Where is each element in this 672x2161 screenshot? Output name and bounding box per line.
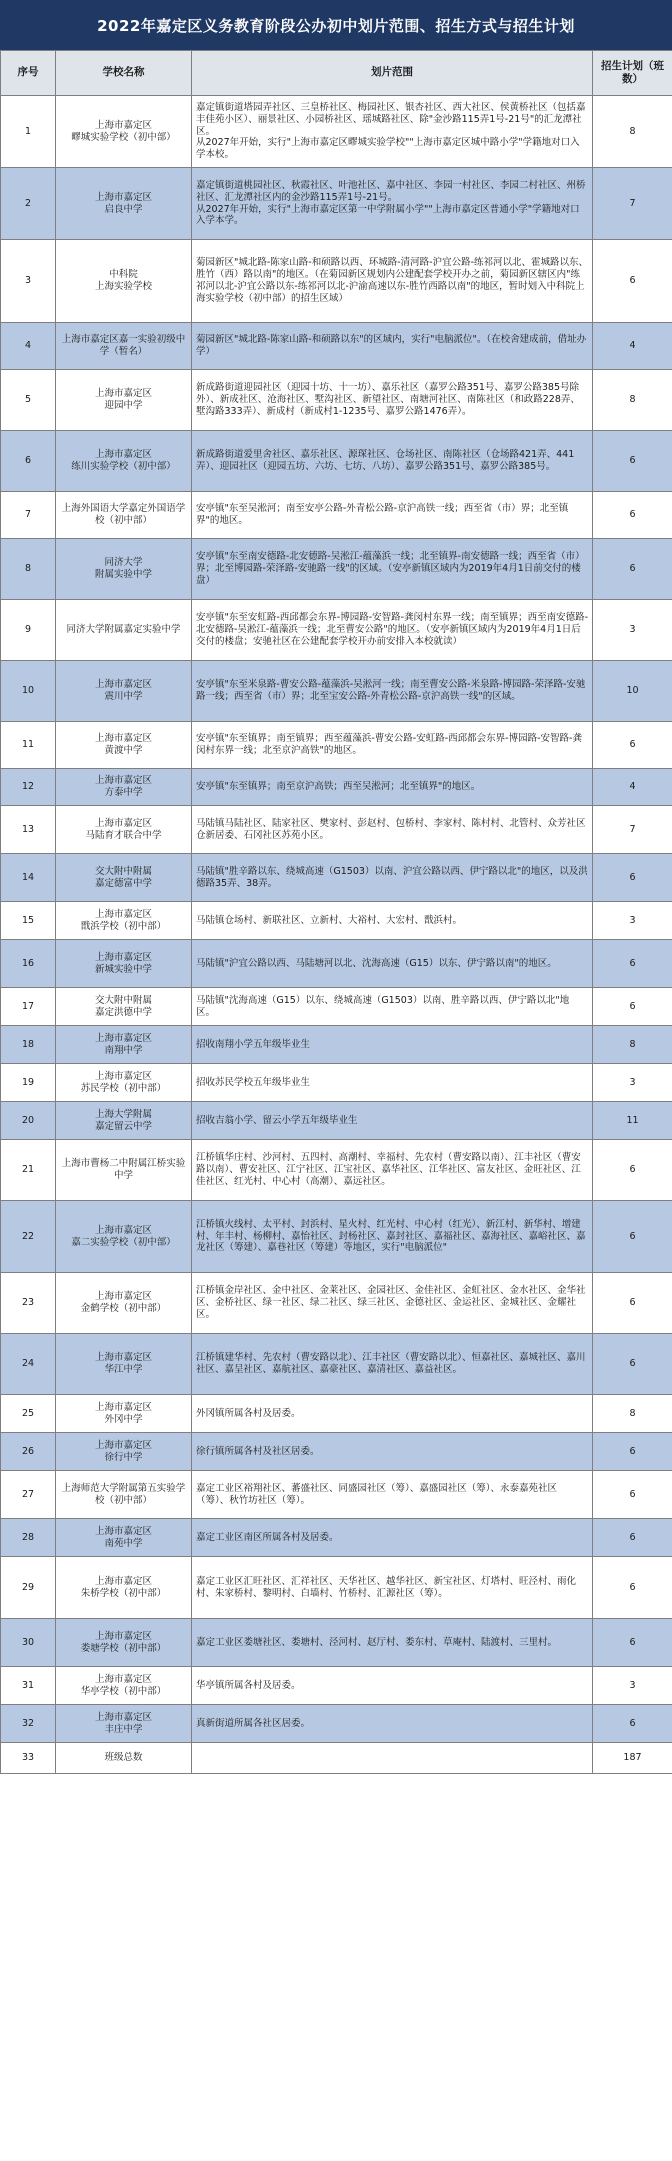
enrollment-range: 安亭镇"东至吴淞河；南至安亭公路-外青松公路-京沪高铁一线；西至省（市）界；北至镇界"的地区。 (192, 492, 593, 539)
table-row (1, 722, 672, 769)
enrollment-range: 嘉定镇街道桃园社区、秋霞社区、叶池社区、嘉中社区、李园一村社区、李园二村社区、州桥社区、汇龙潭社区内的金沙路115弄1号-21号。 从2027年开始，实行"上海市嘉定区第一中学附属小学""上海市嘉定区普通小学"学籍地对口入学本学。 (192, 168, 593, 240)
class-plan: 6 (593, 1140, 672, 1201)
school-name: 同济大学 附属实验中学 (56, 539, 192, 600)
class-plan: 6 (593, 1519, 672, 1557)
row-no: 4 (1, 323, 56, 370)
row-no: 13 (1, 806, 56, 854)
school-name: 中科院 上海实验学校 (56, 240, 192, 323)
row-no: 5 (1, 370, 56, 431)
school-name: 上海市嘉定区 苏民学校（初中部） (56, 1064, 192, 1102)
class-plan: 8 (593, 1026, 672, 1064)
class-plan: 6 (593, 988, 672, 1026)
class-plan: 8 (593, 96, 672, 168)
table-row (1, 854, 672, 902)
page-title: 2022年嘉定区义务教育阶段公办初中划片范围、招生方式与招生计划 (0, 0, 672, 50)
table-row (1, 1064, 672, 1102)
class-plan: 6 (593, 1334, 672, 1395)
school-name: 上海市嘉定区 迎园中学 (56, 370, 192, 431)
school-name: 交大附中附属 嘉定洪德中学 (56, 988, 192, 1026)
enrollment-range: 嘉定工业区南区所属各村及居委。 (192, 1519, 593, 1557)
row-no: 25 (1, 1395, 56, 1433)
row-no: 20 (1, 1102, 56, 1140)
school-name: 上海市嘉定区 南翔中学 (56, 1026, 192, 1064)
enrollment-range: 嘉定工业区汇旺社区、汇祥社区、天华社区、越华社区、新宝社区、灯塔村、旺泾村、雨化村、朱家桥村、黎明村、白墙村、竹桥村、汇源社区（筹）。 (192, 1557, 593, 1619)
class-plan: 6 (593, 722, 672, 769)
row-no: 30 (1, 1619, 56, 1667)
school-name: 上海市嘉定区 黄渡中学 (56, 722, 192, 769)
column-header-school: 学校名称 (56, 51, 192, 96)
column-header-no: 序号 (1, 51, 56, 96)
class-plan: 6 (593, 1273, 672, 1334)
enrollment-range: 菊园新区"城北路-陈家山路-和硕路以东"的区域内，实行"电脑派位"。（在校舍建成前，借址办学） (192, 323, 593, 370)
column-header-plan: 招生计划（班数） (593, 51, 672, 96)
class-plan: 7 (593, 806, 672, 854)
school-name: 交大附中附属 嘉定德富中学 (56, 854, 192, 902)
table-row (1, 431, 672, 492)
class-plan: 8 (593, 1395, 672, 1433)
table-row (1, 1026, 672, 1064)
row-no: 19 (1, 1064, 56, 1102)
class-plan: 6 (593, 1433, 672, 1471)
class-plan: 6 (593, 539, 672, 600)
row-no: 27 (1, 1471, 56, 1519)
row-no: 2 (1, 168, 56, 240)
class-plan: 8 (593, 370, 672, 431)
school-name: 上海市嘉定区 华江中学 (56, 1334, 192, 1395)
class-plan: 4 (593, 323, 672, 370)
table-row (1, 168, 672, 240)
enrollment-range: 嘉定工业区娄塘社区、娄塘村、泾河村、赵厅村、娄东村、草庵村、陆渡村、三里村。 (192, 1619, 593, 1667)
enrollment-range: 安亭镇"东至南安德路-北安德路-吴淞江-蕴藻浜一线；北至镇界-南安德路一线；西至省（市）界；北至博园路-荣泽路-安驰路一线"的区域。（安亭新镇区域内为2019年4月1日前交付的楼盘） (192, 539, 593, 600)
table-row (1, 492, 672, 539)
row-no: 21 (1, 1140, 56, 1201)
row-no: 32 (1, 1705, 56, 1743)
table-row (1, 1395, 672, 1433)
table-row (1, 1557, 672, 1619)
enrollment-range: 华亭镇所属各村及居委。 (192, 1667, 593, 1705)
row-no: 3 (1, 240, 56, 323)
school-name: 上海市嘉定区嘉一实验初级中学（暂名） (56, 323, 192, 370)
row-no: 8 (1, 539, 56, 600)
class-plan: 6 (593, 431, 672, 492)
table-row (1, 1519, 672, 1557)
enrollment-range: 徐行镇所属各村及社区居委。 (192, 1433, 593, 1471)
total-row (1, 1743, 672, 1774)
enrollment-range: 招收苏民学校五年级毕业生 (192, 1064, 593, 1102)
enrollment-range: 马陆镇"沪宜公路以西、马陆塘河以北、沈海高速（G15）以东、伊宁路以南"的地区。 (192, 940, 593, 988)
class-plan: 6 (593, 1471, 672, 1519)
school-name: 上海市嘉定区 启良中学 (56, 168, 192, 240)
table-row (1, 1334, 672, 1395)
row-no: 6 (1, 431, 56, 492)
table-row (1, 1619, 672, 1667)
table-row (1, 1102, 672, 1140)
school-name: 上海市嘉定区 戬浜学校（初中部） (56, 902, 192, 940)
class-plan: 3 (593, 1667, 672, 1705)
total-row-label: 班级总数 (56, 1743, 192, 1774)
school-name: 上海市嘉定区 方泰中学 (56, 769, 192, 806)
class-plan: 11 (593, 1102, 672, 1140)
total-row-no: 33 (1, 1743, 56, 1774)
school-name: 上海市嘉定区 朱桥学校（初中部） (56, 1557, 192, 1619)
table-body (1, 96, 672, 1743)
school-name: 上海市嘉定区 金鹤学校（初中部） (56, 1273, 192, 1334)
row-no: 11 (1, 722, 56, 769)
row-no: 12 (1, 769, 56, 806)
class-plan: 6 (593, 1619, 672, 1667)
row-no: 18 (1, 1026, 56, 1064)
class-plan: 3 (593, 902, 672, 940)
class-plan: 6 (593, 492, 672, 539)
class-plan: 6 (593, 1705, 672, 1743)
row-no: 16 (1, 940, 56, 988)
row-no: 29 (1, 1557, 56, 1619)
table-row (1, 323, 672, 370)
school-name: 上海市嘉定区 震川中学 (56, 661, 192, 722)
row-no: 23 (1, 1273, 56, 1334)
enrollment-range: 安亭镇"东至镇界；南至京沪高铁；西至吴淞河；北至镇界"的地区。 (192, 769, 593, 806)
enrollment-range: 马陆镇马陆社区、陆家社区、樊家村、彭赵村、包桥村、李家村、陈村村、北管村、众芳社区仓新居委、石冈社区苏苑小区。 (192, 806, 593, 854)
school-name: 上海大学附属 嘉定留云中学 (56, 1102, 192, 1140)
enrollment-range: 江桥镇金岸社区、金中社区、金莱社区、金园社区、金佳社区、金虹社区、金水社区、金华社区、金桥社区、绿一社区、绿二社区、绿三社区、金德社区、金运社区、金城社区、金耀社区。 (192, 1273, 593, 1334)
enrollment-range: 安亭镇"东至米泉路-曹安公路-蕴藻浜-吴淞河一线；南至曹安公路-米泉路-博园路-荣泽路-安驰路一线；西至省（市）界；北至宝安公路-外青松公路-京沪高铁一线"的区域。 (192, 661, 593, 722)
class-plan: 7 (593, 168, 672, 240)
enrollment-range: 安亭镇"东至镇界；南至镇界；西至蕴藻浜-曹安公路-安虹路-西邱都会东界-博园路-安智路-龚闵村东界一线；北至京沪高铁"的地区。 (192, 722, 593, 769)
table-header-row (1, 51, 672, 96)
row-no: 17 (1, 988, 56, 1026)
class-plan: 4 (593, 769, 672, 806)
class-plan: 6 (593, 1201, 672, 1273)
table-row (1, 240, 672, 323)
total-row-range (192, 1743, 593, 1774)
admission-plan-table (0, 50, 672, 1774)
school-name: 同济大学附属嘉定实验中学 (56, 600, 192, 661)
enrollment-range: 马陆镇"胜辛路以东、绕城高速（G1503）以南、沪宜公路以西、伊宁路以北"的地区，以及洪德路35弄、38弄。 (192, 854, 593, 902)
enrollment-range: 招收南翔小学五年级毕业生 (192, 1026, 593, 1064)
school-name: 上海外国语大学嘉定外国语学校（初中部） (56, 492, 192, 539)
school-name: 上海市嘉定区 华亭学校（初中部） (56, 1667, 192, 1705)
school-name: 上海市嘉定区 疁城实验学校（初中部） (56, 96, 192, 168)
enrollment-range: 马陆镇"沈海高速（G15）以东、绕城高速（G1503）以南、胜辛路以西、伊宁路以北"地区。 (192, 988, 593, 1026)
row-no: 10 (1, 661, 56, 722)
class-plan: 3 (593, 600, 672, 661)
row-no: 9 (1, 600, 56, 661)
table-row (1, 769, 672, 806)
row-no: 7 (1, 492, 56, 539)
school-name: 上海市嘉定区 外冈中学 (56, 1395, 192, 1433)
row-no: 24 (1, 1334, 56, 1395)
table-row (1, 806, 672, 854)
class-plan: 10 (593, 661, 672, 722)
class-plan: 3 (593, 1064, 672, 1102)
row-no: 1 (1, 96, 56, 168)
class-plan: 6 (593, 240, 672, 323)
column-header-range: 划片范围 (192, 51, 593, 96)
school-name: 上海市嘉定区 新城实验中学 (56, 940, 192, 988)
row-no: 28 (1, 1519, 56, 1557)
table-row (1, 940, 672, 988)
enrollment-range: 外冈镇所属各村及居委。 (192, 1395, 593, 1433)
row-no: 26 (1, 1433, 56, 1471)
row-no: 22 (1, 1201, 56, 1273)
table-row (1, 1201, 672, 1273)
table-row (1, 1433, 672, 1471)
enrollment-range: 江桥镇华庄村、沙河村、五四村、高潮村、幸福村、先农村（曹安路以南）、江丰社区（曹安路以南）、曹安社区、江宁社区、江宝社区、嘉华社区、江华社区、富友社区、金旺社区、江佳社区、红光村、中心村（高潮）、嘉远社区。 (192, 1140, 593, 1201)
enrollment-range: 江桥镇火线村、太平村、封浜村、星火村、红光村、中心村（红光）、新江村、新华村、增建村、年丰村、杨柳村、嘉怡社区、封杨社区、嘉封社区、嘉福社区、嘉海社区、嘉峪社区、嘉龙社区（筹建）、嘉巷社区（筹建）等地区，实行"电脑派位" (192, 1201, 593, 1273)
row-no: 31 (1, 1667, 56, 1705)
table-row (1, 1471, 672, 1519)
enrollment-range: 招收吉翁小学、留云小学五年级毕业生 (192, 1102, 593, 1140)
enrollment-range: 真新街道所属各社区居委。 (192, 1705, 593, 1743)
total-row-value: 187 (593, 1743, 672, 1774)
school-name: 上海市嘉定区 练川实验学校（初中部） (56, 431, 192, 492)
school-name: 上海市嘉定区 丰庄中学 (56, 1705, 192, 1743)
table-row (1, 1140, 672, 1201)
table-row (1, 370, 672, 431)
enrollment-range: 嘉定工业区裕翔社区、蕃盛社区、同盛园社区（筹）、嘉盛园社区（筹）、永泰嘉苑社区（筹）、秋竹坊社区（筹）。 (192, 1471, 593, 1519)
table-row (1, 539, 672, 600)
class-plan: 6 (593, 854, 672, 902)
table-row (1, 1667, 672, 1705)
enrollment-range: 嘉定镇街道塔园弄社区、三皇桥社区、梅园社区、银杏社区、西大社区、侯黄桥社区（包括嘉丰佳苑小区）、丽景社区、小园桥社区、瑶城路社区、除"金沙路115弄1号-21号"的汇龙潭社区。 从2027年开始，实行"上海市嘉定区疁城实验学校""上海市嘉定区城中路小学"学籍地对口入学本校。 (192, 96, 593, 168)
enrollment-range: 新成路街道爱里舍社区、嘉乐社区、源琛社区、仓场社区、南陈社区（仓场路421弄、441弄）、迎园社区（迎园五坊、六坊、七坊、八坊）、嘉罗公路351号、嘉罗公路385号。 (192, 431, 593, 492)
table-row (1, 96, 672, 168)
school-name: 上海市嘉定区 娄塘学校（初中部） (56, 1619, 192, 1667)
table-row (1, 988, 672, 1026)
school-name: 上海市嘉定区 马陆育才联合中学 (56, 806, 192, 854)
enrollment-range: 马陆镇仓场村、新联社区、立新村、大裕村、大宏村、戬浜村。 (192, 902, 593, 940)
table-row (1, 1273, 672, 1334)
school-name: 上海市嘉定区 嘉二实验学校（初中部） (56, 1201, 192, 1273)
enrollment-range: 江桥镇建华村、先农村（曹安路以北）、江丰社区（曹安路以北）、恒嘉社区、嘉城社区、嘉川社区、嘉呈社区、嘉航社区、嘉豪社区、嘉清社区、嘉益社区。 (192, 1334, 593, 1395)
row-no: 14 (1, 854, 56, 902)
enrollment-range: 安亭镇"东至安虹路-西邱都会东界-博园路-安智路-龚闵村东界一线；南至镇界；西至南安德路-北安德路-吴淞江-蕴藻浜一线；北至曹安公路"的地区。（安亭新镇区域内为2019年4月1日后交付的楼盘；安驰社区在公建配套学校开办前安排入本校就读） (192, 600, 593, 661)
school-name: 上海市嘉定区 徐行中学 (56, 1433, 192, 1471)
school-name: 上海市嘉定区 南苑中学 (56, 1519, 192, 1557)
table-row (1, 902, 672, 940)
table-row (1, 1705, 672, 1743)
table-row (1, 661, 672, 722)
class-plan: 6 (593, 1557, 672, 1619)
enrollment-range: 菊园新区"城北路-陈家山路-和硕路以西、环城路-清河路-沪宜公路-练祁河以北、霍城路以东、胜竹（西）路以南"的地区。（在菊园新区规划内公建配套学校开办之前，菊园新区辖区内"练祁河以北-沪宜公路以东-练祁河以北-沪渝高速以东-胜竹西路以南"的地区，暂时划入中科院上海实验学校（初中部）的招生区域） (192, 240, 593, 323)
school-name: 上海师范大学附属第五实验学校（初中部） (56, 1471, 192, 1519)
table-row (1, 600, 672, 661)
class-plan: 6 (593, 940, 672, 988)
row-no: 15 (1, 902, 56, 940)
school-name: 上海市曹杨二中附属江桥实验中学 (56, 1140, 192, 1201)
enrollment-range: 新成路街道迎园社区（迎园十坊、十一坊）、嘉乐社区（嘉罗公路351号、嘉罗公路385号除外）、新成社区、沧海社区、墅沟社区、新望社区、南塘河社区、南陈社区（和政路228弄、墅沟路333弄）、新成村（新成村1-1235号、嘉罗公路1476弄）。 (192, 370, 593, 431)
